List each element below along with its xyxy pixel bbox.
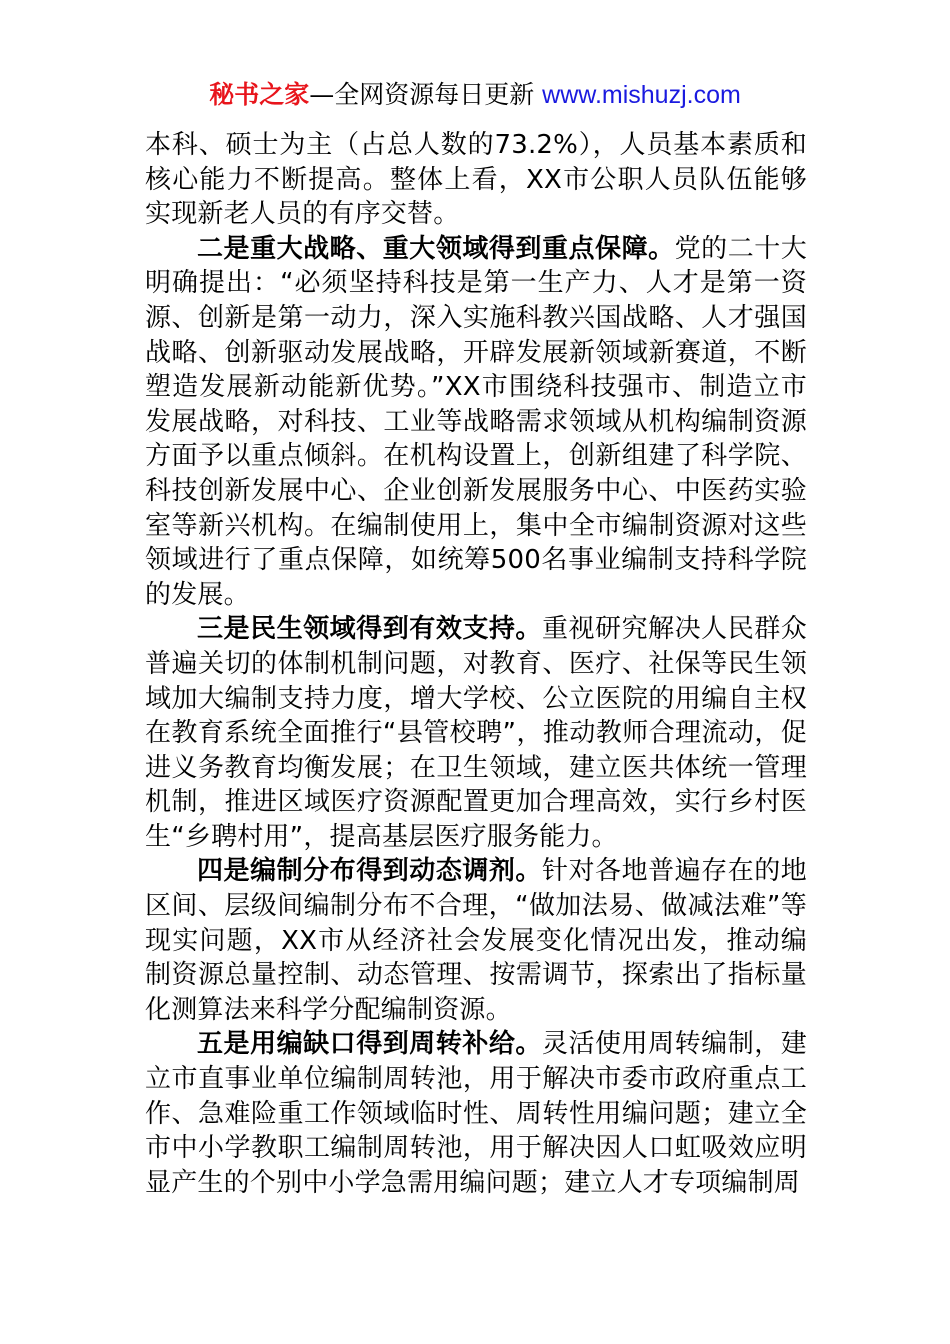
paragraph-text: 灵活使用周转编制，建立市直事业单位编制周转池，用于解决市委市政府重点工作、急难险重工作领域临时性、周转性用编问题；建立全市中小学教职工编制周转池，用于解决因人口虹吸效应明显产生的个别中小学急需用编问题；建立人才专项编制周: [145, 1029, 807, 1198]
paragraph-lead: 五是用编缺口得到周转补给。: [197, 1029, 542, 1060]
paragraph-point-five: [145, 1027, 807, 1200]
paragraph-lead: 二是重大战略、重大领域得到重点保障。: [197, 233, 675, 264]
paragraph-text: 针对各地普遍存在的地区间、层级间编制分布不合理，“做加法易、做减法难”等现实问题，XX市从经济社会发展变化情况出发，推动编制资源总量控制、动态管理、按需调节，探索出了指标量化测算法来科学分配编制资源。: [145, 856, 807, 1025]
header-tagline: —全网资源每日更新: [309, 80, 543, 109]
paragraph-text: 党的二十大明确提出：“必须坚持科技是第一生产力、人才是第一资源、创新是第一动力，深入实施科教兴国战略、人才强国战略、创新驱动发展战略，开辟发展新领域新赛道，不断塑造发展新动能新优势。”XX市围绕科技强市、制造立市发展战略，对科技、工业等战略需求领域从机构编制资源方面予以重点倾斜。在机构设置上，创新组建了科学院、科技创新发展中心、企业创新发展服务中心、中医药实验室等新兴机构。在编制使用上，集中全市编制资源对这些领域进行了重点保障，如统筹500名事业编制支持科学院的发展。: [145, 233, 807, 610]
paragraph-point-two: [145, 232, 807, 613]
site-header: [0, 78, 950, 112]
paragraph-point-three: [145, 612, 807, 854]
paragraph-text: 重视研究解决人民群众普遍关切的体制机制问题，对教育、医疗、社保等民生领域加大编制支持力度，增大学校、公立医院的用编自主权在教育系统全面推行“县管校聘”，推动教师合理流动，促进义务教育均衡发展；在卫生领域，建立医共体统一管理机制，推进区域医疗资源配置更加合理高效，实行乡村医生“乡聘村用”，提高基层医疗服务能力。: [145, 614, 807, 852]
document-body: [145, 128, 807, 1200]
paragraph-point-four: [145, 854, 807, 1027]
paragraph-intro: [145, 128, 807, 232]
brand-name: 秘书之家: [209, 80, 310, 109]
paragraph-text: 本科、硕士为主（占总人数的73.2%），人员基本素质和核心能力不断提高。整体上看，XX市公职人员队伍能够实现新老人员的有序交替。: [145, 130, 807, 230]
paragraph-lead: 三是民生领域得到有效支持。: [197, 614, 542, 645]
paragraph-lead: 四是编制分布得到动态调剂。: [197, 856, 542, 887]
site-url[interactable]: www.mishuzj.com: [542, 81, 741, 109]
